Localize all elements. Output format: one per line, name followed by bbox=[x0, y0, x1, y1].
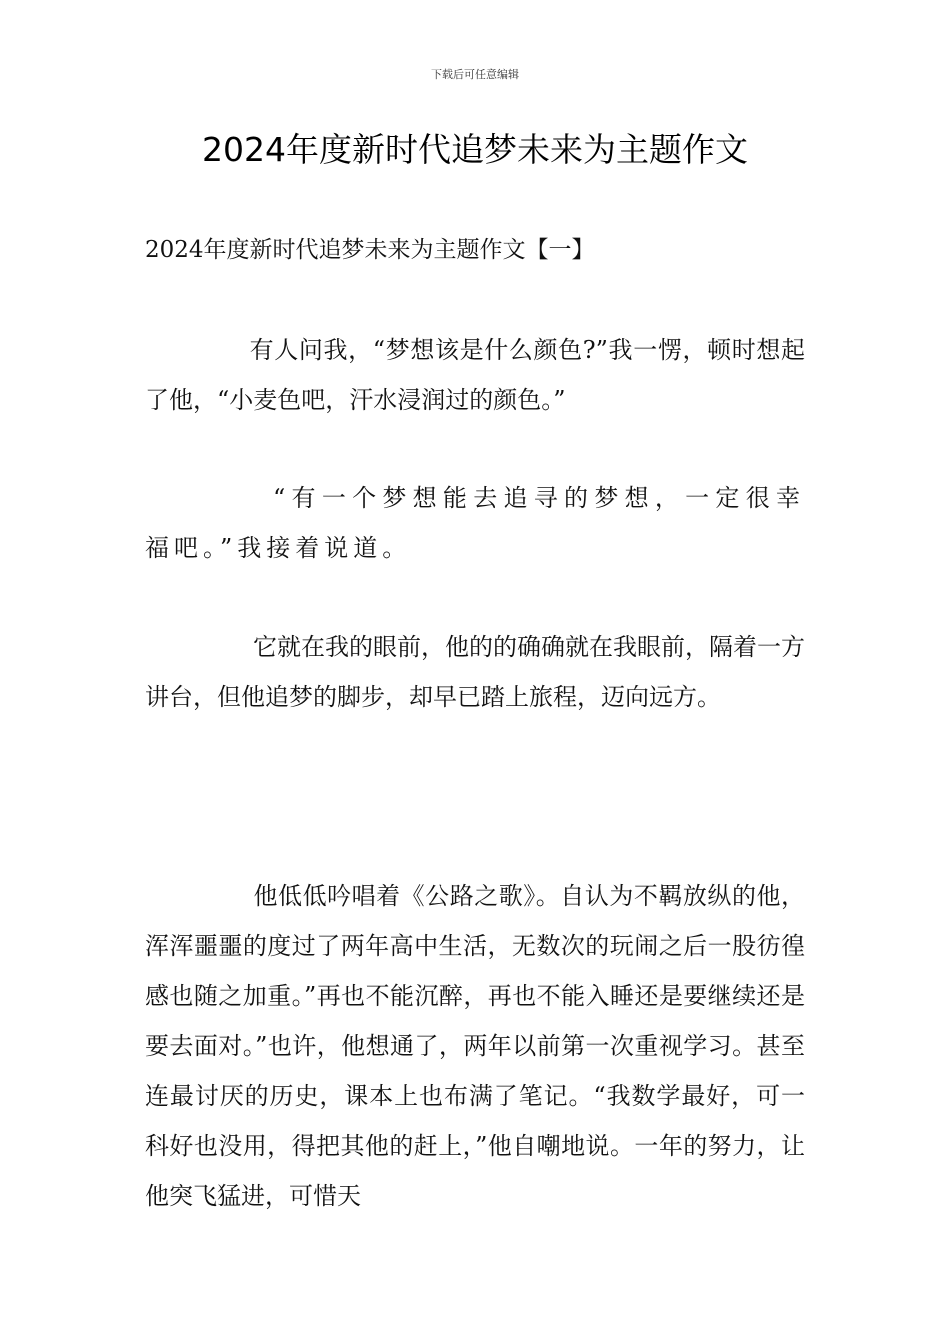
paragraph-4 bbox=[145, 871, 805, 1221]
paragraph-4-text: 他低低吟唱着《公路之歌》。自认为不羁放纵的他，浑浑噩噩的度过了两年高中生活，无数次的玩闹之后一股彷徨感也随之加重。”再也不能沉醉，再也不能入睡还是要继续还是要去面对。”也许，他想通了，两年以前第一次重视学习。甚至连最讨厌的历史，课本上也布满了笔记。“我数学最好，可一科好也没用，得把其他的赶上，”他自嘲地说。一年的努力，让他突飞猛进，可惜天 bbox=[145, 882, 805, 1210]
paragraph-3-text: 它就在我的眼前，他的的确确就在我眼前，隔着一方讲台，但他追梦的脚步，却早已踏上旅程，迈向远方。 bbox=[145, 633, 805, 711]
paragraph-1-text: 有人问我，“梦想该是什么颜色?”我一愣，顿时想起了他，“小麦色吧，汗水浸润过的颜色。” bbox=[145, 336, 805, 414]
header-note: 下载后可任意编辑 bbox=[431, 68, 519, 81]
paragraph-2 bbox=[145, 473, 805, 573]
section-heading: 2024年度新时代追梦未来为主题作文【一】 bbox=[145, 237, 595, 263]
paragraph-1 bbox=[145, 325, 805, 425]
document-title: 2024年度新时代追梦未来为主题作文 bbox=[202, 130, 748, 169]
paragraph-2-text: “有一个梦想能去追寻的梦想，一定很幸福吧。”我接着说道。 bbox=[145, 484, 805, 562]
paragraph-3 bbox=[145, 622, 805, 722]
